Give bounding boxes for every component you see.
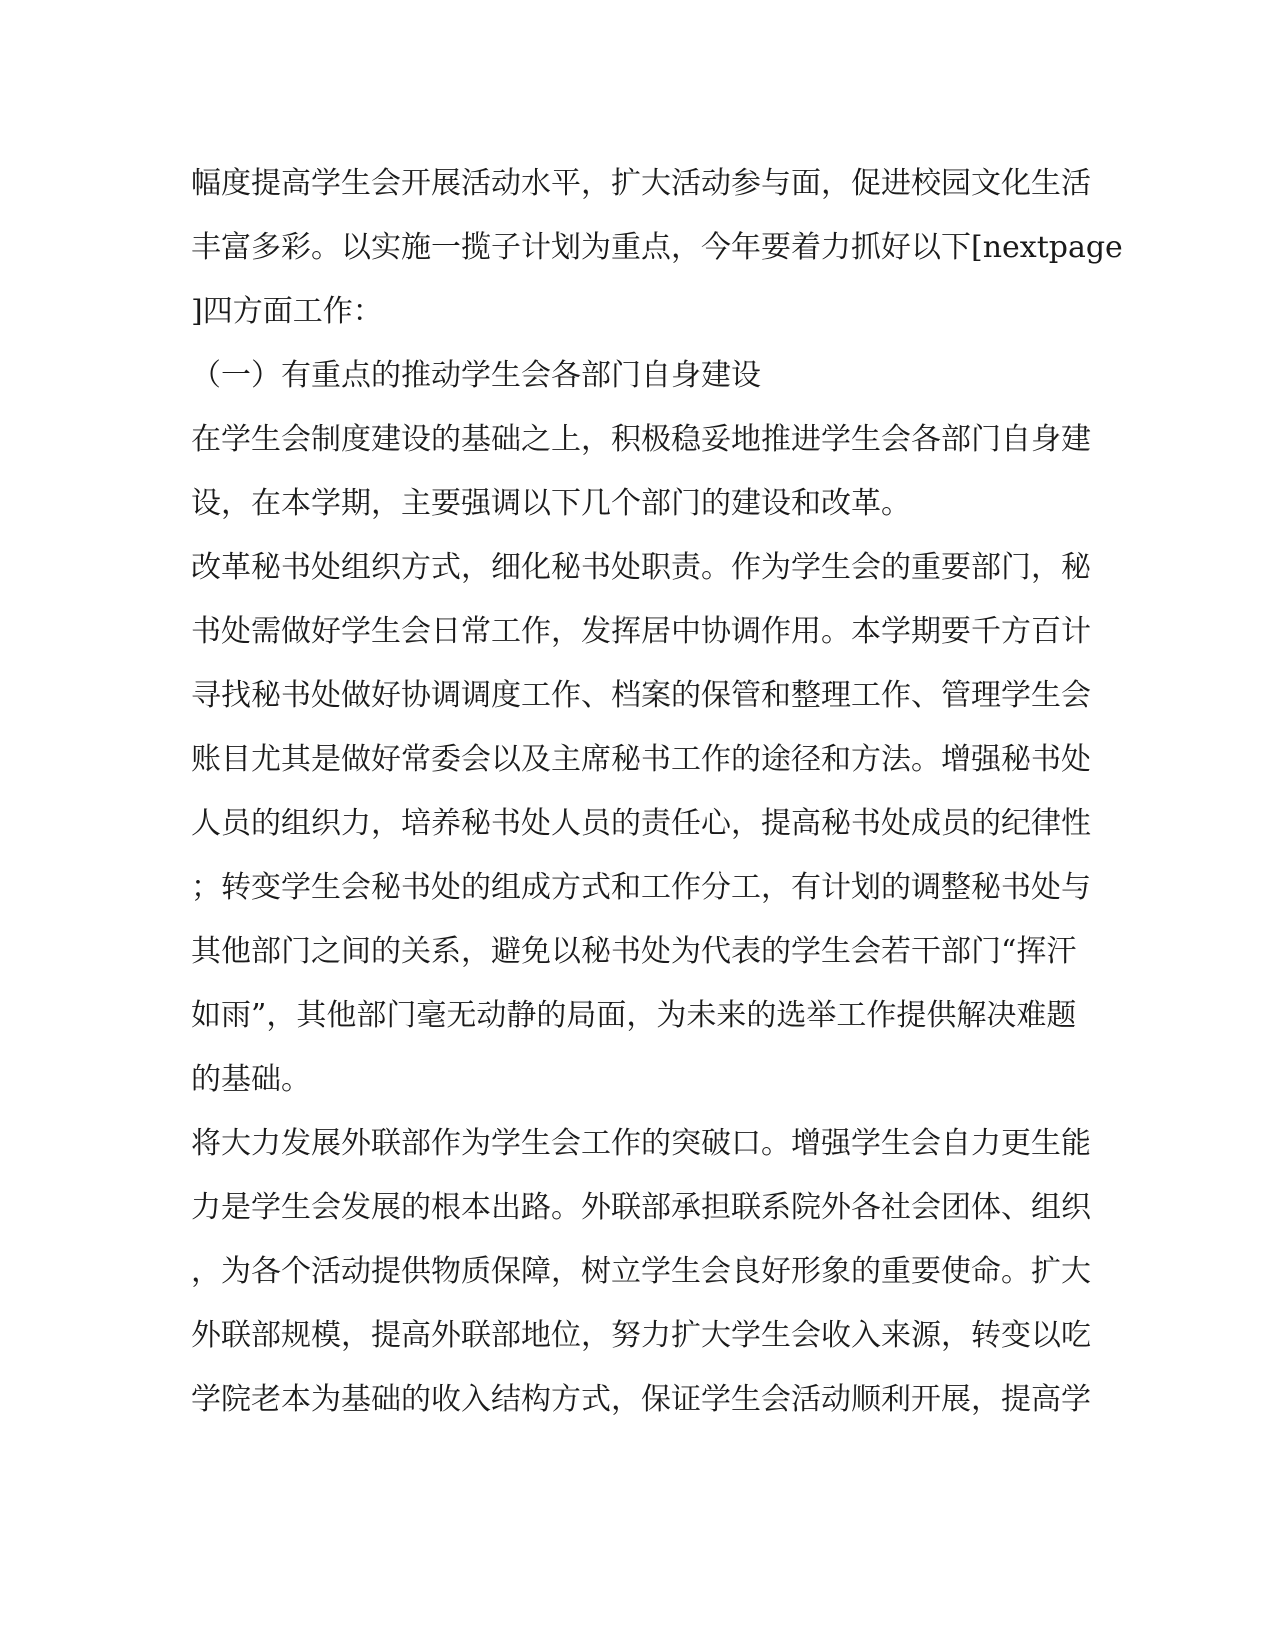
text-line: 学院老本为基础的收入结构方式，保证学生会活动顺利开展，提高学 xyxy=(191,1382,1091,1417)
text-line: 寻找秘书处做好协调调度工作、档案的保管和整理工作、管理学生会 xyxy=(191,678,1091,713)
text-line: 账目尤其是做好常委会以及主席秘书工作的途径和方法。增强秘书处 xyxy=(191,742,1091,777)
text-line: 其他部门之间的关系，避免以秘书处为代表的学生会若干部门“挥汗 xyxy=(191,934,1077,969)
text-line: ；转变学生会秘书处的组成方式和工作分工，有计划的调整秘书处与 xyxy=(191,870,1091,905)
text-line: ，为各个活动提供物质保障，树立学生会良好形象的重要使命。扩大 xyxy=(191,1254,1091,1289)
text-line: 的基础。 xyxy=(191,1062,311,1097)
text-line: 书处需做好学生会日常工作，发挥居中协调作用。本学期要千方百计 xyxy=(191,614,1091,649)
section-heading: （一）有重点的推动学生会各部门自身建设 xyxy=(191,358,761,393)
text-line: 外联部规模，提高外联部地位，努力扩大学生会收入来源，转变以吃 xyxy=(191,1318,1091,1353)
text-line: 幅度提高学生会开展活动水平，扩大活动参与面，促进校园文化生活 xyxy=(191,166,1091,201)
text-line: 将大力发展外联部作为学生会工作的突破口。增强学生会自力更生能 xyxy=(191,1126,1091,1161)
text-line: 力是学生会发展的根本出路。外联部承担联系院外各社会团体、组织 xyxy=(191,1190,1091,1225)
text-line: 人员的组织力，培养秘书处人员的责任心，提高秘书处成员的纪律性 xyxy=(191,806,1091,841)
text-line: ]四方面工作： xyxy=(191,294,383,329)
text-line: 在学生会制度建设的基础之上，积极稳妥地推进学生会各部门自身建 xyxy=(191,422,1091,457)
text-line: 丰富多彩。以实施一揽子计划为重点，今年要着力抓好以下[nextpage xyxy=(191,230,1123,265)
text-line: 改革秘书处组织方式，细化秘书处职责。作为学生会的重要部门，秘 xyxy=(191,550,1091,585)
text-line: 设，在本学期，主要强调以下几个部门的建设和改革。 xyxy=(191,486,911,521)
text-line: 如雨”，其他部门毫无动静的局面，为未来的选举工作提供解决难题 xyxy=(191,998,1077,1033)
body-text xyxy=(191,152,1123,1432)
